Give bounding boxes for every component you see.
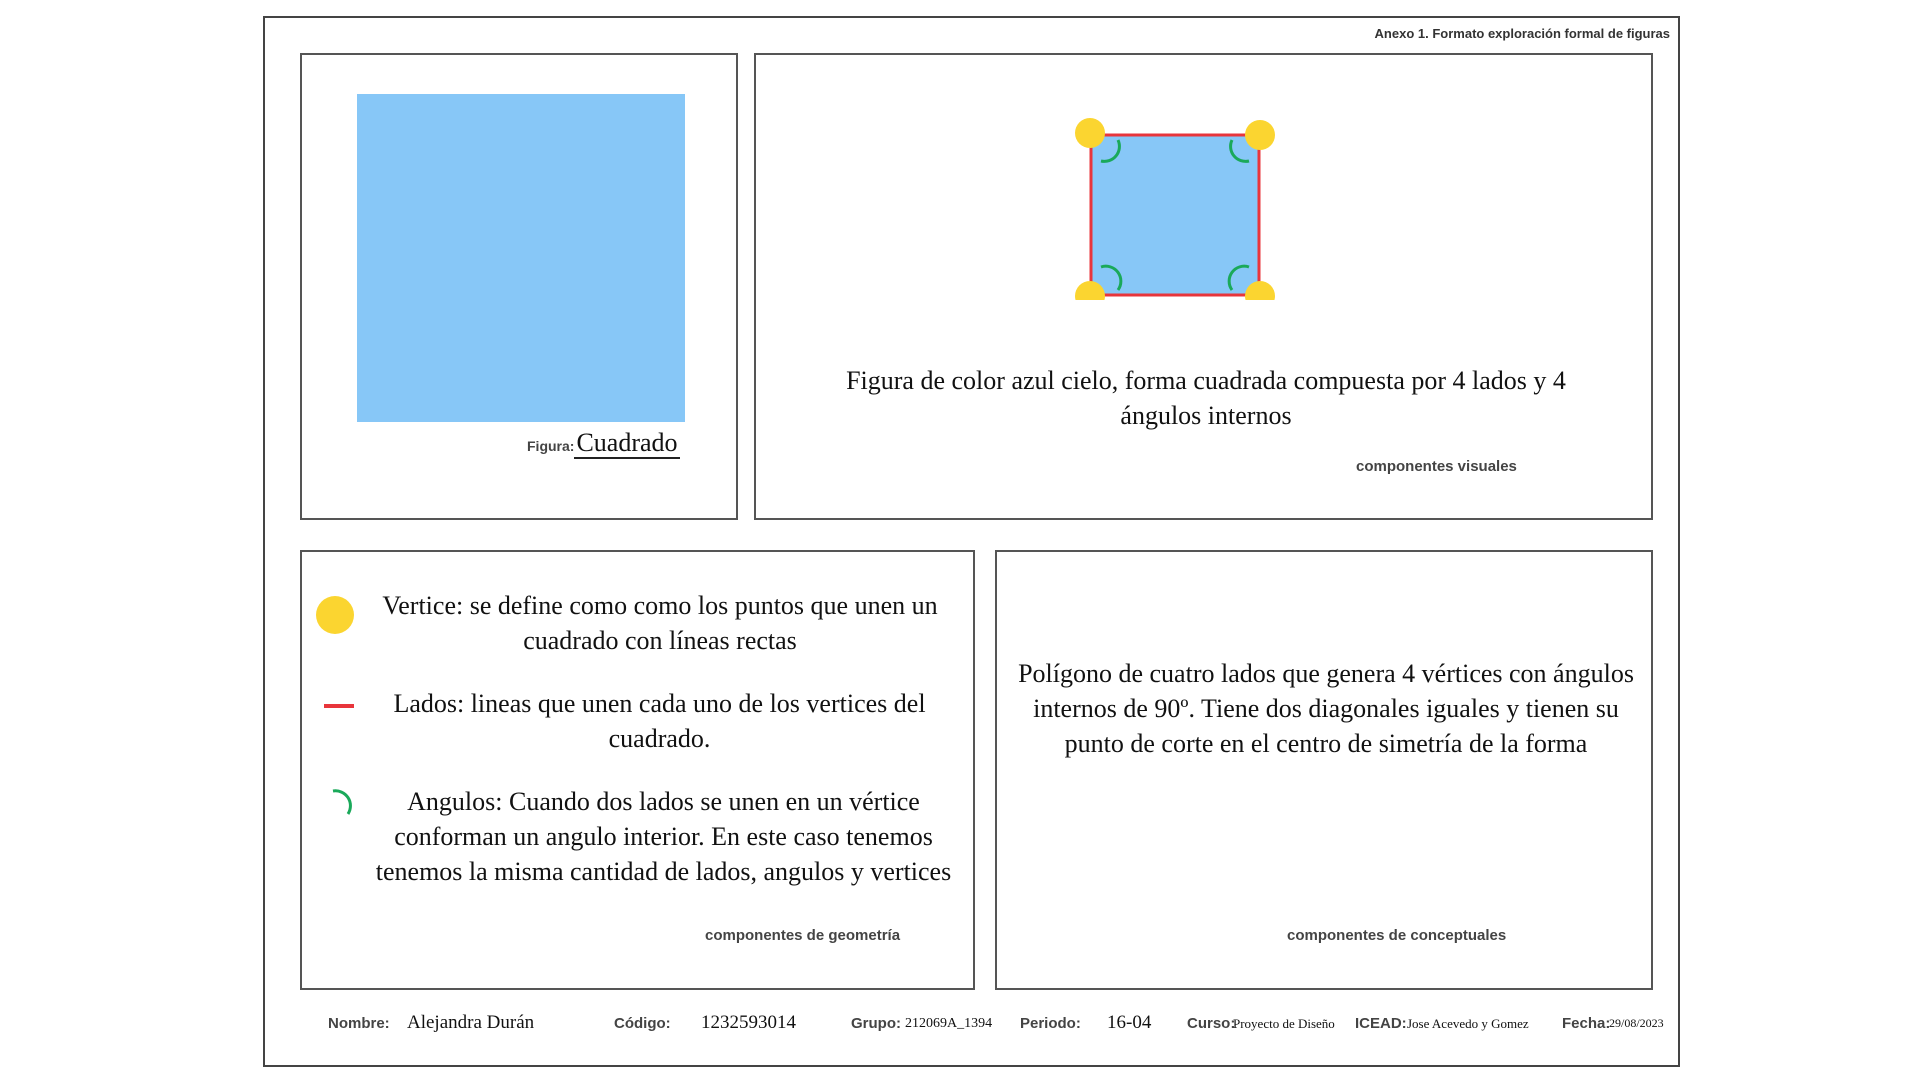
angle-legend-icon [330,788,360,822]
fecha-label: Fecha: [1562,1015,1611,1032]
curso-value: Proyecto de Diseño [1233,1016,1335,1031]
fecha-value: 29/08/2023 [1609,1016,1664,1030]
nombre-value: Alejandra Durán [407,1012,535,1033]
sides-description: Lados: lineas que unen cada uno de los vertices del cuadrado. [393,689,926,753]
cead-value: Jose Acevedo y Gomez [1407,1016,1529,1031]
vertex-top-left [1075,118,1105,148]
periodo-value: 16-04 [1107,1012,1152,1033]
figure-label: Figura: [527,438,575,454]
figure-panel [300,53,738,520]
geometry-caption: componentes de geometría [705,927,901,944]
conceptual-components-panel [995,550,1653,990]
concept-description: Polígono de cuatro lados que genera 4 vértices con ángulos internos de 90º. Tiene dos diagonales iguales y tienen su punto de corte en el centro de simetría de la forma [1018,659,1634,758]
concept-caption: componentes de conceptuales [1287,927,1507,944]
figure-name-row [527,428,680,458]
cead-label: ICEAD: [1355,1015,1407,1032]
sky-blue-square [357,94,685,422]
nombre-label: Nombre: [328,1015,390,1032]
grupo-label: Grupo: [851,1015,901,1032]
vertex-top-right [1245,120,1275,150]
exploration-sheet [263,16,1680,1067]
angles-description: Angulos: Cuando dos lados se unen en un vértice conforman un angulo interior. En este caso tenemos tenemos la misma cantidad de lados, angulos y vertices [375,787,952,886]
student-info-footer [265,1008,1682,1038]
codigo-label: Código: [614,1015,671,1032]
side-legend-icon [324,704,354,708]
periodo-label: Periodo: [1020,1015,1081,1032]
annotated-square-diagram [1056,90,1286,300]
vertex-description: Vertice: se define como como los puntos que unen un cuadrado con líneas rectas [382,591,938,655]
curso-label: Curso: [1187,1015,1236,1032]
vertex-legend-icon [316,596,354,634]
figure-value: Cuadrado [576,428,678,457]
visual-components-panel [754,53,1653,520]
visual-description: Figura de color azul cielo, forma cuadrada compuesta por 4 lados y 4 ángulos internos [846,366,1566,430]
grupo-value: 212069A_1394 [905,1016,993,1031]
visual-caption: componentes visuales [1356,458,1517,475]
geometry-components-panel [300,550,975,990]
annex-title: Anexo 1. Formato exploración formal de figuras [1374,26,1670,41]
codigo-value: 1232593014 [701,1012,796,1033]
